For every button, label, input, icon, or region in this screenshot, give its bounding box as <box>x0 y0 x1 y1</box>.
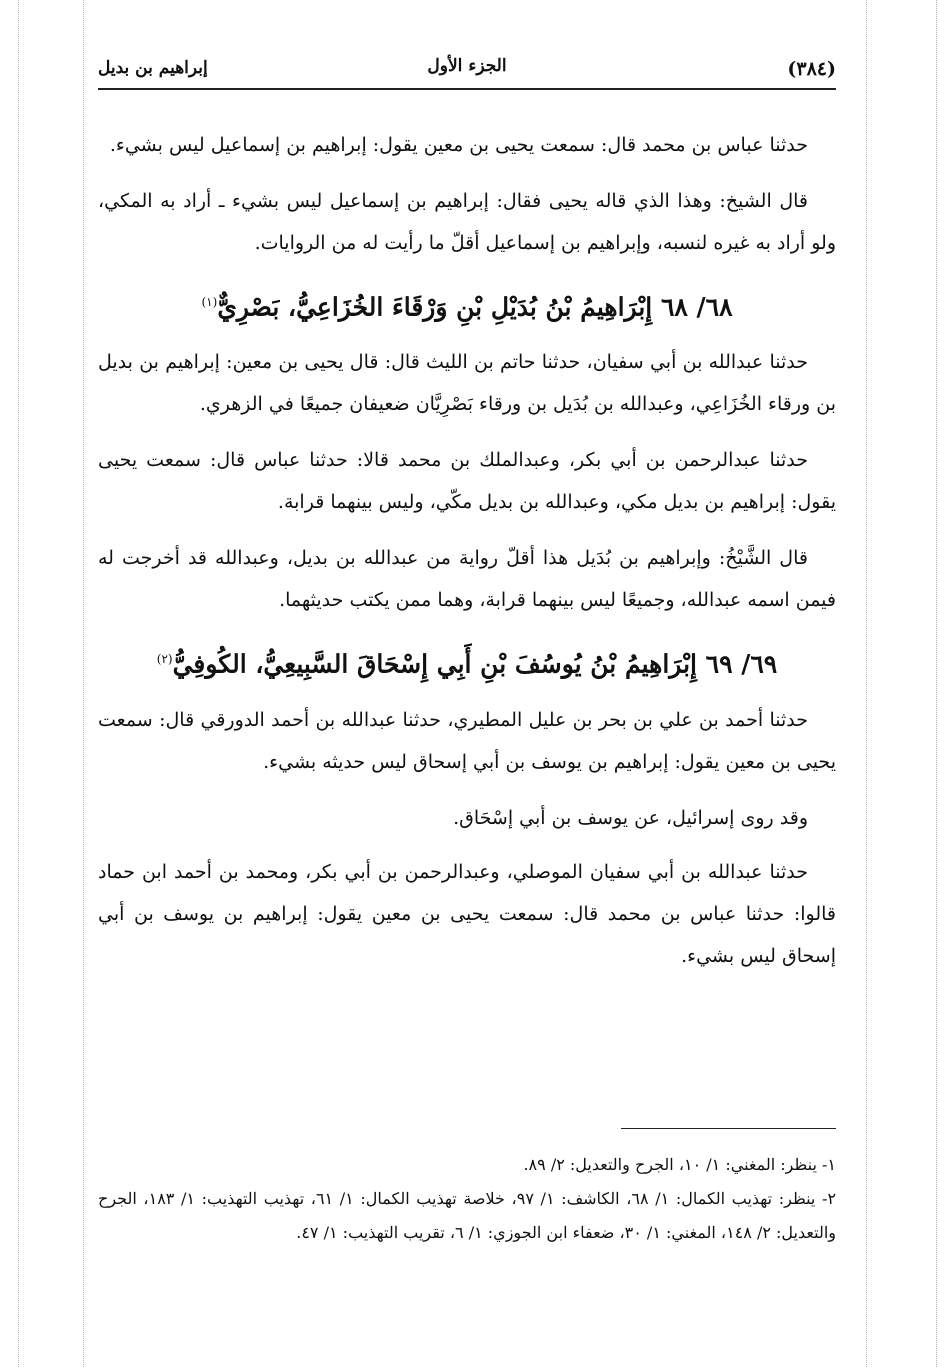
main-text <box>98 124 836 991</box>
footnote-marker: (١) <box>201 295 218 309</box>
paragraph: حدثنا عبدالله بن أبي سفيان، حدثنا حاتم بن الليث قال: قال يحيى بن معين: إبراهيم بن بديل بن ورقاء الخُزَاعِي، وعبدالله بن بُدَيل بن ورقاء بَصْرِيَّان ضعيفان جميعًا في الزهري. <box>98 351 836 416</box>
footnote-2: ٢- ينظر: تهذيب الكمال: ١/ ٦٨، الكاشف: ١/ ٩٧، خلاصة تهذيب الكمال: ١/ ٦١، تهذيب التهذيب: ١/ ١٨٣، الجرح والتعديل: ٢/ ١٤٨، المغني: ١/ ٣٠، ضعفاء ابن الجوزي: ١/ ٦، تقريب التهذيب: ١/ ٤٧. <box>98 1189 837 1242</box>
paragraph: وقد روى إسرائيل، عن يوسف بن أبي إسْحَاق. <box>453 806 808 829</box>
entry-heading-69 <box>98 635 836 688</box>
scan-guide-line <box>866 0 867 1367</box>
footnote-1: ١- ينظر: المغني: ١/ ١٠، الجرح والتعديل: ٢/ ٨٩. <box>523 1155 836 1174</box>
paragraph: قال الشَّيْخُ: وإبراهيم بن بُدَيل هذا أقلّ رواية من عبدالله بن بديل، وعبدالله قد أخرجت له فيمن اسمه عبدالله، وجميعًا ليس بينهما قرابة، وهما ممن يكتب حديثهما. <box>98 547 836 612</box>
footnotes <box>98 1148 836 1250</box>
entry-heading-text: ٦٩/ ٦٩ إِبْرَاهِيمُ بْنُ يُوسُفَ بْنِ أَبِي إِسْحَاقَ السَّبِيعِيُّ، الكُوفِيُّ <box>172 649 778 679</box>
entry-heading-text: ٦٨/ ٦٨ إِبْرَاهِيمُ بْنُ بُدَيْلِ بْنِ وَرْقَاءَ الخُزَاعِيُّ، بَصْرِيٌّ <box>217 292 733 322</box>
scan-guide-line <box>18 0 19 1367</box>
paragraph: حدثنا أحمد بن علي بن بحر بن عليل المطيري، حدثنا عبدالله بن أحمد الدورقي قال: سمعت يحيى بن معين يقول: إبراهيم بن يوسف بن أبي إسحاق ليس حديثه بشيء. <box>98 708 836 773</box>
page-number: (٣٨٤) <box>787 58 836 80</box>
paragraph: حدثنا عباس بن محمد قال: سمعت يحيى بن معين يقول: إبراهيم بن إسماعيل ليس بشيء. <box>109 134 808 156</box>
scan-guide-line <box>83 0 84 1367</box>
entry-name: إبراهيم بن بديل <box>98 58 208 78</box>
footnote-separator <box>621 1128 836 1129</box>
footnote-marker: (٢) <box>156 652 173 667</box>
paragraph: قال الشيخ: وهذا الذي قاله يحيى فقال: إبراهيم بن إسماعيل ليس بشيء ـ أراد به المكي، ولو أراد به غيره لنسبه، وإبراهيم بن إسماعيل أقلّ ما رأيت له من الروايات. <box>98 190 836 254</box>
paragraph: حدثنا عبدالرحمن بن أبي بكر، وعبدالملك بن محمد قالا: حدثنا عباس قال: سمعت يحيى يقول: إبراهيم بن بديل مكي، وعبدالله بن بديل مكّي، وليس بينهما قرابة. <box>98 449 836 514</box>
part-title: الجزء الأول <box>427 56 507 76</box>
entry-heading-68 <box>98 278 836 331</box>
paragraph: حدثنا عبدالله بن أبي سفيان الموصلي، وعبدالرحمن بن أبي بكر، ومحمد بن أحمد ابن حماد قالوا: حدثنا عباس بن محمد قال: سمعت يحيى بن معين يقول: إبراهيم بن يوسف بن أبي إسحاق ليس بشيء. <box>98 860 836 967</box>
running-header <box>98 52 836 86</box>
header-rule <box>98 88 836 90</box>
scan-guide-line <box>936 0 937 1367</box>
